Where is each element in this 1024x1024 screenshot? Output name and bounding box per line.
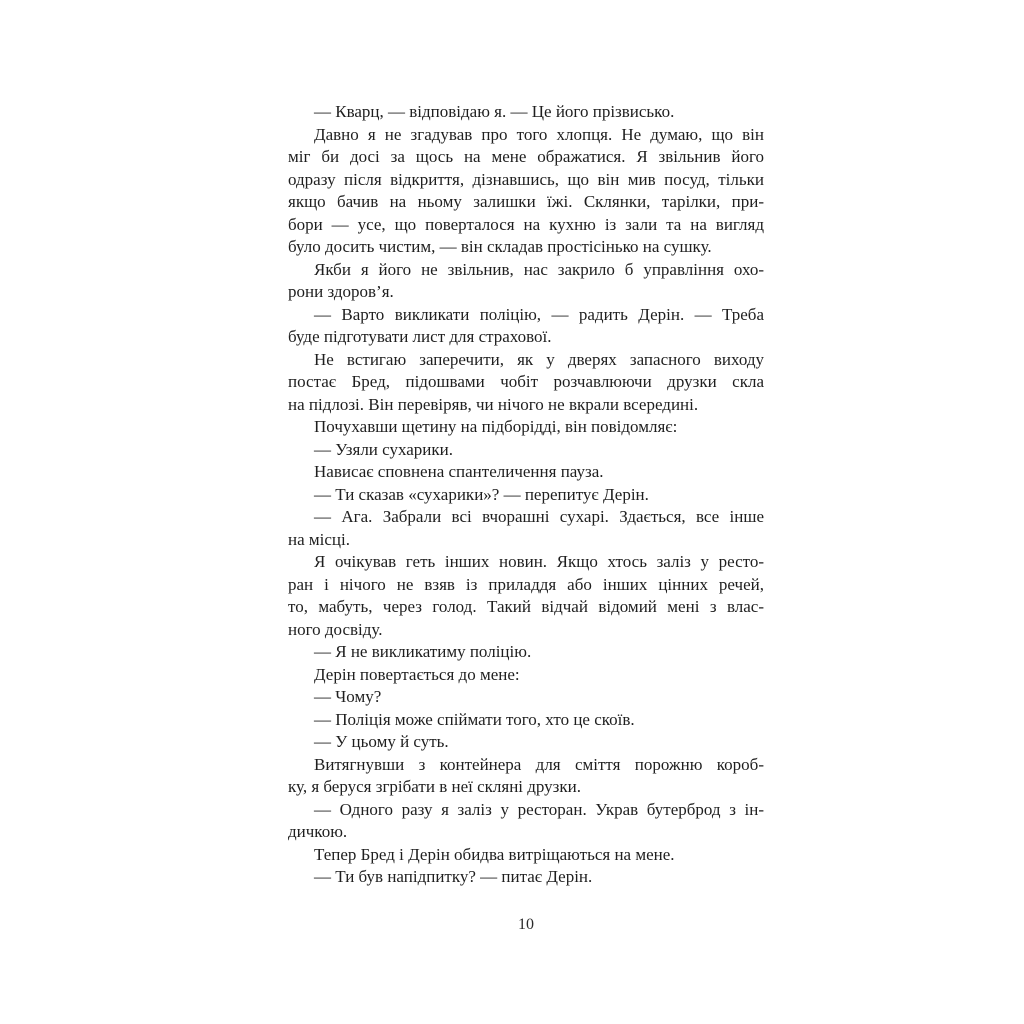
text-line: — Я не викликатиму поліцію. — [314, 642, 532, 661]
paragraph — [288, 686, 764, 709]
text-line: на підлозі. Він перевіряв, чи нічого не вкрали всередині. — [288, 394, 699, 414]
paragraph — [288, 551, 764, 641]
paragraph — [288, 754, 764, 799]
paragraph — [288, 641, 764, 664]
paragraph — [288, 259, 764, 304]
text-line: Тепер Бред і Дерін обидва витріщаються на мене. — [314, 844, 675, 864]
paragraph — [288, 124, 764, 259]
paragraph — [288, 304, 764, 349]
text-line: Дерін повертається до мене: — [314, 664, 520, 684]
text-line: Витягнувши з контейнера для сміття порожню короб- — [314, 754, 764, 774]
text-line: — У цьому й суть. — [314, 732, 449, 751]
text-line: ного досвіду. — [288, 619, 383, 639]
text-line: буде підготувати лист для страхової. — [288, 327, 552, 346]
text-line: — Варто викликати поліцію, — радить Дерін. — Треба — [314, 304, 764, 324]
text-line: Почухавши щетину на підборідді, він повідомляє: — [314, 417, 678, 436]
text-line: — Ага. Забрали всі вчорашні сухарі. Здається, все інше — [314, 507, 764, 526]
text-line: одразу після відкриття, дізнавшись, що він мив посуд, тільки — [288, 169, 764, 189]
text-line: бори — усе, що поверталося на кухню із зали та на вигляд — [288, 214, 764, 234]
text-line: рони здоров’я. — [288, 282, 394, 301]
text-line: Нависає сповнена спантеличення пауза. — [314, 462, 604, 481]
text-line: Давно я не згадував про того хлопця. Не думаю, що він — [314, 124, 764, 144]
text-line: якщо бачив на ньому залишки їжі. Склянки, тарілки, при- — [288, 192, 764, 211]
paragraph — [288, 349, 764, 417]
text-line: дичкою. — [288, 822, 348, 841]
paragraph — [288, 664, 764, 687]
paragraph — [288, 506, 764, 551]
paragraph — [288, 799, 764, 844]
text-line: — Одного разу я заліз у ресторан. Украв бутерброд з ін- — [314, 799, 764, 819]
text-line: — Узяли сухарики. — [314, 439, 454, 459]
text-line: Не встигаю заперечити, як у дверях запасного виходу — [314, 349, 764, 369]
text-line: було досить чистим, — він складав простісінько на сушку. — [288, 237, 712, 256]
paragraph — [288, 866, 764, 889]
text-line: постає Бред, підошвами чобіт розчавлюючи друзки скла — [288, 372, 764, 391]
paragraph — [288, 709, 764, 732]
text-line: — Поліція може спіймати того, хто це скоїв. — [314, 709, 635, 729]
text-line: — Ти сказав «сухарики»? — перепитує Дерін. — [314, 484, 649, 504]
page-number: 10 — [518, 916, 534, 933]
paragraph — [288, 416, 764, 439]
paragraph — [288, 844, 764, 867]
text-line: міг би досі за щось на мене ображатися. Я звільнив його — [288, 147, 764, 166]
text-line: — Кварц, — відповідаю я. — Це його прізвисько. — [314, 102, 675, 121]
text-line: ран і нічого не взяв із приладдя або інших цінних речей, — [288, 574, 764, 594]
paragraph — [288, 731, 764, 754]
text-line: Якби я його не звільнив, нас закрило б управління охо- — [314, 259, 764, 279]
paragraph — [288, 484, 764, 507]
paragraph — [288, 439, 764, 462]
text-line: Я очікував геть інших новин. Якщо хтось заліз у ресто- — [314, 552, 764, 571]
text-line: то, мабуть, через голод. Такий відчай відомий мені з влас- — [288, 597, 764, 616]
paragraph — [288, 101, 764, 124]
paragraph — [288, 461, 764, 484]
text-line: — Чому? — [314, 687, 382, 706]
page-text — [288, 101, 764, 889]
text-line: на місці. — [288, 529, 350, 549]
text-line: ку, я беруся згрібати в неї скляні друзки. — [288, 777, 582, 796]
text-line: — Ти був напідпитку? — питає Дерін. — [314, 867, 593, 886]
